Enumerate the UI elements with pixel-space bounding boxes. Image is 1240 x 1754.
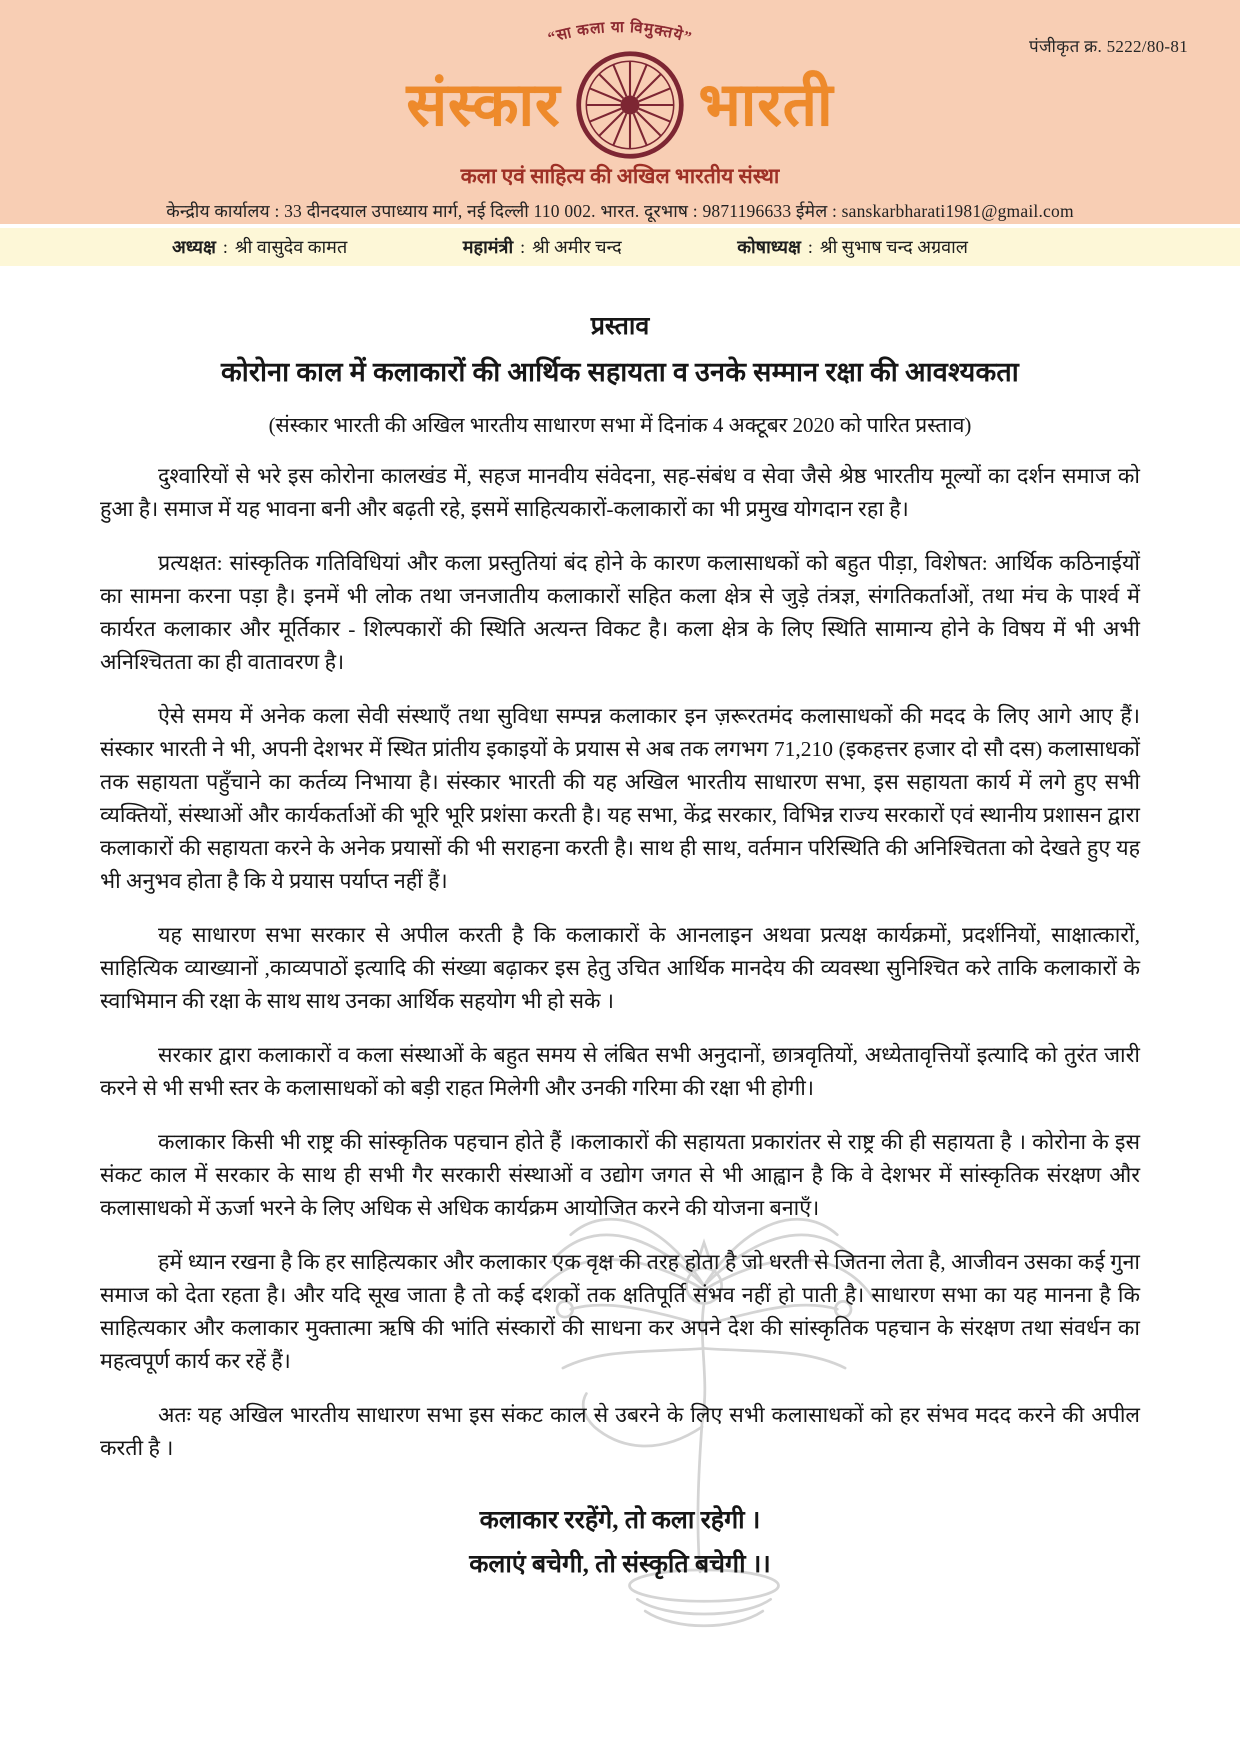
body-paragraph: यह साधारण सभा सरकार से अपील करती है कि कलाकारों के आनलाइन अथवा प्रत्यक्ष कार्यक्रमों, प्रदर्शनियों, साक्षात्कारों, साहित्यिक व्याख्यानों ,काव्यपाठों इत्यादि की संख्या बढ़ाकर इस हेतु उचित आर्थिक मानदेय की व्यवस्था सुनिश्चित करे ताकि कलाकारों के स्वाभिमान की रक्षा के साथ साथ उनका आर्थिक सहयोग भी हो सके । [100, 923, 1140, 1013]
document-subtitle: (संस्कार भारती की अखिल भारतीय साधारण सभा में दिनांक 4 अक्टूबर 2020 को पारित प्रस्ताव) [268, 413, 972, 437]
document-title: कोरोना काल में कलाकारों की आर्थिक सहायता व उनके सम्मान रक्षा की आवश्यकता [220, 357, 1019, 387]
registration-number: पंजीकृत क्र. 5222/80-81 [1028, 37, 1188, 56]
officer-president [172, 235, 347, 259]
body-paragraph: सरकार द्वारा कलाकारों व कला संस्थाओं के बहुत समय से लंबित सभी अनुदानों, छात्रवृतियों, अध्येतावृत्तियों इत्यादि को तुरंत जारी करने से भी सभी स्तर के कलासाधकों को बड़ी राहत मिलेगी और उनकी गरिमा की रक्षा भी होगी। [100, 1043, 1140, 1100]
officers-bar [0, 228, 1240, 266]
body-paragraph: दुश्वारियों से भरे इस कोरोना कालखंड में, सहज मानवीय संवेदना, सह-संबंध व सेवा जैसे श्रेष्ठ भारतीय मूल्यों का दर्शन समाज को हुआ है। समाज में यह भावना बनी और बढ़ती रहे, इसमें साहित्यकारों-कलाकारों का भी प्रमुख योगदान रहा है। [100, 464, 1140, 521]
officer-name: श्री अमीर चन्द [532, 237, 622, 257]
officer-separator: : [222, 237, 228, 257]
org-name-right: भारती [698, 72, 834, 138]
letterhead [0, 0, 1240, 224]
closing-slogan [100, 1499, 1140, 1587]
closing-line-1: कलाकार ररहेंगे, तो कला रहेगी । [479, 1507, 761, 1534]
org-name-row [0, 48, 1240, 162]
officer-role: अध्यक्ष [172, 237, 216, 257]
motto-text: “सा कला या विमुक्तये” [545, 18, 695, 47]
officer-separator: : [520, 237, 526, 257]
body-paragraph: अतः यह अखिल भारतीय साधारण सभा इस संकट काल से उबरने के लिए सभी कलासाधकों को हर संभव मदद करने की अपील करती है । [100, 1403, 1140, 1460]
body-paragraph: प्रत्यक्षत: सांस्कृतिक गतिविधियां और कला प्रस्तुतियां बंद होने के कारण कलासाधकों को बहुत पीड़ा, विशेषत: आर्थिक कठिनाईयों का सामना करना पड़ा है। इनमें भी लोक तथा जनजातीय कलाकारों सहित कला क्षेत्र से जुड़े तंत्रज्ञ, संगतिकर्ताओं, तथा मंच के पार्श्व में कार्यरत कलाकार और मूर्तिकार - शिल्पकारों की स्थिति अत्यन्त विकट है। कला क्षेत्र के लिए स्थिति सामान्य होने के विषय में भी अभी अनिश्चितता का ही वातावरण है। [100, 551, 1140, 674]
body-paragraph: ऐसे समय में अनेक कला सेवी संस्थाएँ तथा सुविधा सम्पन्न कलाकार इन ज़रूरतमंद कलासाधकों की मदद के लिए आगे आए हैं। संस्कार भारती ने भी, अपनी देशभर में स्थित प्रांतीय इकाइयों के प्रयास से अब तक लगभग 71,210 (इकहत्तर हजार दो सौ दस) कलासाधकों तक सहायता पहुँचाने का कर्तव्य निभाया है। संस्कार भारती की यह अखिल भारतीय साधारण सभा, इस सहायता कार्य में लगे हुए सभी व्यक्तियों, संस्थाओं और कार्यकर्ताओं की भूरि भूरि प्रशंसा करती है। यह सभा, केंद्र सरकार, विभिन्न राज्य सरकारों एवं स्थानीय प्रशासन द्वारा कलाकारों की सहायता करने के अनेक प्रयासों की भी सराहना करती है। साथ ही साथ, वर्तमान परिस्थिति की अनिश्चितता को देखते हुए यह भी अनुभव होता है कि ये प्रयास पर्याप्त नहीं हैं। [100, 704, 1140, 893]
officer-separator: : [807, 237, 813, 257]
officer-general-secretary [463, 235, 622, 259]
chakra-wheel-icon [573, 48, 687, 162]
officer-role: महामंत्री [462, 237, 514, 257]
document-body [0, 308, 1240, 1587]
officer-role: कोषाध्यक्ष [737, 237, 801, 257]
org-name-left: संस्कार [406, 72, 561, 138]
closing-line-2: कलाएं बचेगी, तो संस्कृति बचेगी ।। [469, 1551, 771, 1578]
document-heading: प्रस्ताव [590, 313, 650, 340]
body-paragraph: हमें ध्यान रखना है कि हर साहित्यकार और कलाकार एक वृक्ष की तरह होता है जो धरती से जितना लेता है, आजीवन उसका कई गुना समाज को देता रहता है। और यदि सूख जाता है तो कई दशकों तक क्षतिपूर्ति संभव नहीं हो पाती है। साधारण सभा का यह मानना है कि साहित्यकार और कलाकार मुक्तात्मा ऋषि की भांति संस्कारों की साधना कर अपने देश की सांस्कृतिक पहचान के संरक्षण तथा संवर्धन का महत्वपूर्ण कार्य कर रहें हैं। [100, 1250, 1140, 1373]
svg-text:“सा कला या विमुक्तये” [546, 17, 694, 47]
body-paragraph: कलाकार किसी भी राष्ट्र की सांस्कृतिक पहचान होते हैं ।कलाकारों की सहायता प्रकारांतर से राष्ट्र की ही सहायता है । कोरोना के इस संकट काल में सरकार के साथ ही सभी गैर सरकारी संस्थाओं व उद्योग जगत से भी आह्वान है कि वे देशभर में सांस्कृतिक संरक्षण और कलासाधको में ऊर्जा भरने के लिए अधिक से अधिक कार्यक्रम आयोजित करने की योजना बनाएँ। [100, 1130, 1140, 1220]
org-tagline: कला एवं साहित्य की अखिल भारतीय संस्था [460, 164, 780, 188]
org-address: केन्द्रीय कार्यालय : 33 दीनदयाल उपाध्याय मार्ग, नई दिल्ली 110 002. भारत. दूरभाष : 9871196633 ईमेल : sanskarbharati1981@gmail.com [166, 201, 1074, 221]
officer-name: श्री सुभाष चन्द अग्रवाल [819, 237, 968, 257]
officer-treasurer [737, 235, 968, 259]
officer-name: श्री वासुदेव कामत [234, 237, 348, 257]
